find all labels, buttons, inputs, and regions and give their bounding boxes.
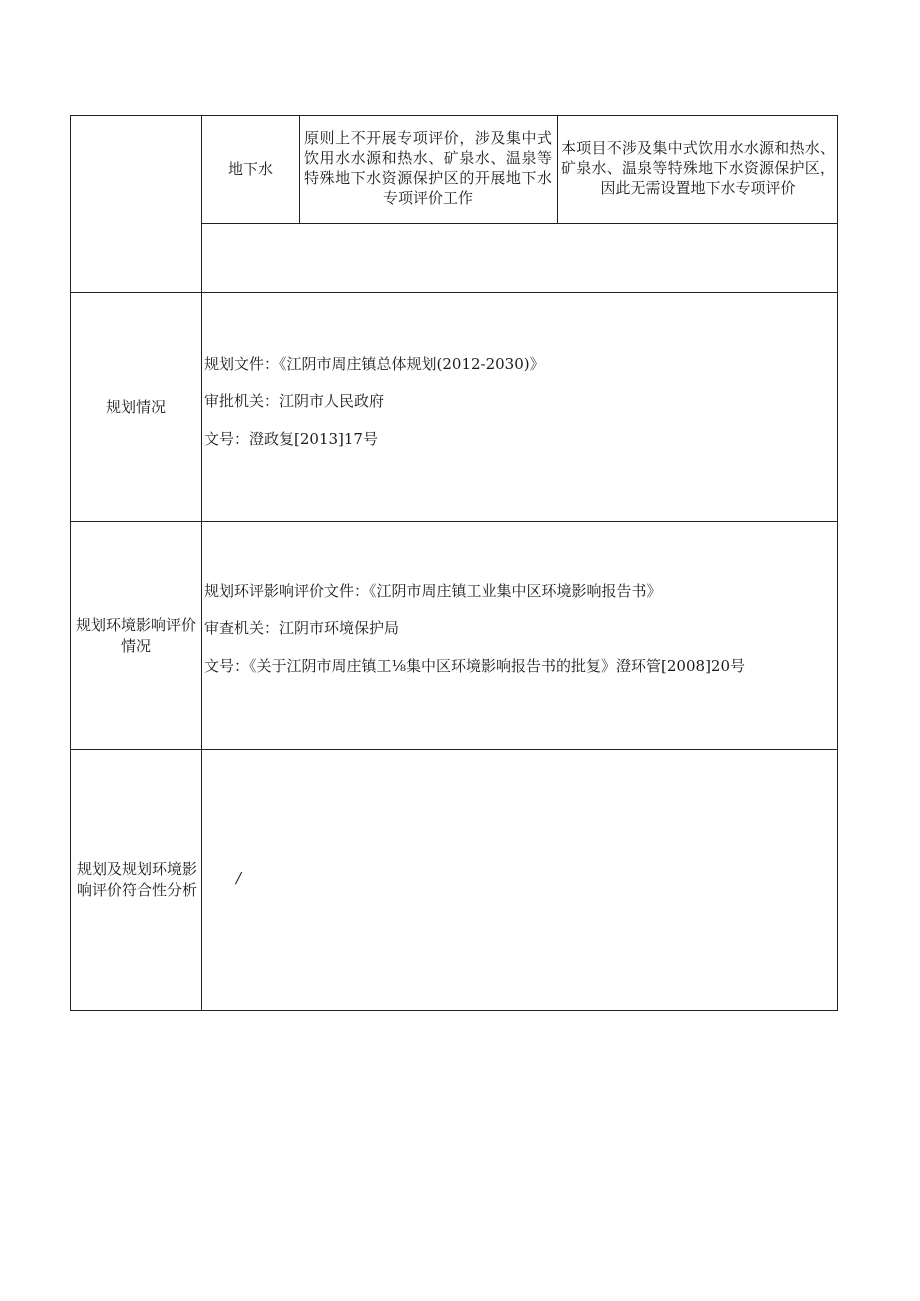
groundwater-principle: 原则上不开展专项评价，涉及集中式饮用水水源和热水、矿泉水、温泉等特殊地下水资源保护区的开展地下水专项评价工作 [304,129,552,207]
column-divider [557,115,558,223]
table-border-right [837,115,838,1011]
planning-eia-document: 规划环评影响评价文件：《江阴市周庄镇工业集中区环境影响报告书》 [204,582,662,600]
planning-details [204,354,545,449]
column-divider [299,115,300,223]
table-border-top [70,115,837,116]
planning-approval: 审批机关：江阴市人民政府 [204,392,385,410]
planning-label: 规划情况 [105,397,166,416]
planning-doc-no: 文号：澄政复[2013]17号 [204,430,378,448]
groundwater-label: 地下水 [227,160,273,178]
table-border-bottom [70,1010,837,1011]
compliance-label: 规划及规划环境影响评价符合性分析 [76,860,197,899]
table-border-left [70,115,71,1011]
compliance-value: / [236,868,242,887]
planning-eia-review: 审查机关：江阴市环境保护局 [204,619,400,637]
planning-eia-details [204,581,745,676]
groundwater-project-status: 本项目不涉及集中式饮用水水源和热水、矿泉水、温泉等特殊地下水资源保护区，因此无需设置地下水专项评价 [561,139,835,197]
planning-eia-label: 规划环境影响评价情况 [76,615,197,655]
planning-eia-doc-no: 文号：《关于江阴市周庄镇工⅛集中区环境影响报告书的批复》澄环管[2008]20号 [204,657,746,675]
planning-document: 规划文件：《江阴市周庄镇总体规划(2012-2030)》 [204,355,545,373]
row-divider [202,223,837,224]
column-divider [201,115,202,1011]
